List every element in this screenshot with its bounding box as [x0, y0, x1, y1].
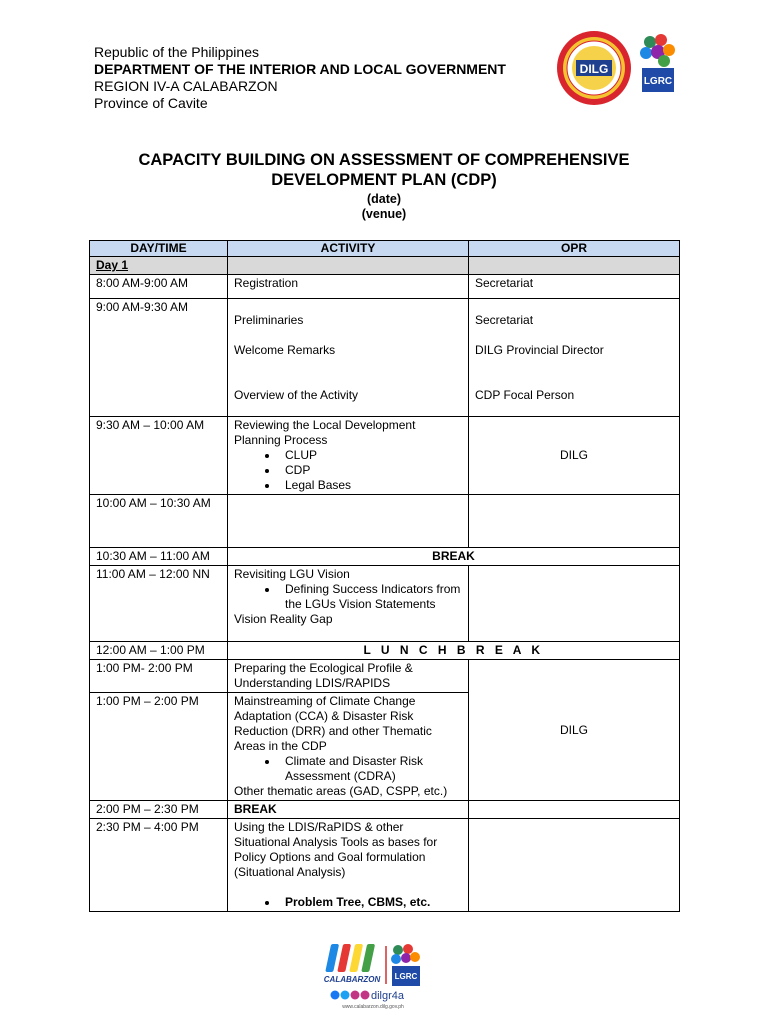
time-cell: 10:00 AM – 10:30 AM: [90, 495, 228, 548]
activity-item: Welcome Remarks: [234, 343, 336, 357]
header-day-time: DAY/TIME: [90, 241, 228, 257]
table-row: [90, 801, 680, 819]
lgrc-text: LGRC: [643, 76, 673, 87]
lgrc-logo: [636, 32, 678, 94]
time-cell: 11:00 AM – 12:00 NN: [90, 566, 228, 642]
activity-item: Preliminaries: [234, 313, 304, 327]
activity-cell: [228, 693, 469, 801]
footer-url: www.calabarzon.dilg.gov.ph: [342, 1004, 404, 1010]
list-item: • Legal Bases: [279, 478, 462, 493]
day-label: Day 1: [90, 257, 228, 275]
dilg-seal-logo: [556, 30, 632, 106]
bullet-list: [234, 754, 462, 784]
activity-cell: Registration: [228, 275, 469, 299]
activity-text: Reviewing the Local Development Planning Process: [234, 418, 416, 447]
opr-cell: [469, 299, 680, 417]
opr-cell: Secretariat: [469, 275, 680, 299]
activity-cell: [228, 299, 469, 417]
table-row: [90, 548, 680, 566]
list-item: • Climate and Disaster Risk Assessment (CDRA): [279, 754, 462, 784]
title-line-1: CAPACITY BUILDING ON ASSESSMENT OF COMPREHENSIVE: [138, 151, 630, 169]
table-row: [90, 495, 680, 548]
list-item: • CLUP: [279, 448, 462, 463]
list-item: • Defining Success Indicators from the LGUs Vision Statements: [279, 582, 462, 612]
letterhead-republic: Republic of the Philippines: [94, 44, 259, 60]
opr-item: Secretariat: [475, 313, 534, 327]
date-placeholder: (date): [366, 192, 402, 206]
time-cell: 1:00 PM- 2:00 PM: [90, 660, 228, 693]
bullet-list: [234, 582, 462, 612]
time-cell: 8:00 AM-9:00 AM: [90, 275, 228, 299]
activity-cell: Preparing the Ecological Profile & Understanding LDIS/RAPIDS: [228, 660, 469, 693]
list-item: • Problem Tree, CBMS, etc.: [279, 895, 462, 910]
activity-item: Overview of the Activity: [234, 388, 359, 402]
time-cell: 12:00 AM – 1:00 PM: [90, 642, 228, 660]
lunch-break-cell: L U N C H B R E A K: [228, 642, 680, 660]
activity-cell: [228, 566, 469, 642]
activity-cell: [228, 819, 469, 912]
break-cell: BREAK: [228, 548, 680, 566]
seal-text: DILG: [579, 62, 609, 76]
break-cell: BREAK: [228, 801, 469, 819]
letterhead-region: REGION IV-A CALABARZON: [94, 78, 278, 94]
table-row: [90, 275, 680, 299]
day-row: [90, 257, 680, 275]
activity-text: Using the LDIS/RaPIDS & other Situational Analysis Tools as bases for Policy Options and Goal formulation (Situational Analysis): [234, 820, 438, 879]
schedule-table: [89, 240, 680, 912]
opr-cell: DILG: [469, 660, 680, 801]
activity-text: Revisiting LGU Vision: [234, 567, 350, 581]
time-cell: 10:30 AM – 11:00 AM: [90, 548, 228, 566]
social-handle: dilgr4a: [371, 990, 405, 1002]
table-row: [90, 660, 680, 693]
calabarzon-text: CALABARZON: [323, 975, 381, 984]
letterhead-department: DEPARTMENT OF THE INTERIOR AND LOCAL GOVERNMENT: [94, 61, 506, 77]
time-cell: 9:00 AM-9:30 AM: [90, 299, 228, 417]
venue-placeholder: (venue): [361, 207, 407, 221]
time-cell: 9:30 AM – 10:00 AM: [90, 417, 228, 495]
table-row: [90, 417, 680, 495]
opr-item: DILG Provincial Director: [475, 343, 604, 357]
time-cell: 2:30 PM – 4:00 PM: [90, 819, 228, 912]
letterhead: [94, 44, 506, 112]
table-header-row: [90, 241, 680, 257]
header-opr: OPR: [469, 241, 680, 257]
time-cell: 2:00 PM – 2:30 PM: [90, 801, 228, 819]
opr-cell: DILG: [469, 417, 680, 495]
letterhead-province: Province of Cavite: [94, 95, 208, 111]
activity-text: Vision Reality Gap: [234, 612, 333, 626]
bullet-list: [234, 448, 462, 493]
opr-item: CDP Focal Person: [475, 388, 575, 402]
calabarzon-footer-logo: [318, 940, 428, 1010]
activity-text: Other thematic areas (GAD, CSPP, etc.): [234, 784, 448, 798]
footer-lgrc-text: LGRC: [394, 972, 418, 981]
table-row: [90, 642, 680, 660]
table-row: [90, 566, 680, 642]
document-title: [90, 150, 678, 190]
activity-text: Mainstreaming of Climate Change Adaptation (CCA) & Disaster Risk Reduction (DRR) and other Thematic Areas in the CDP: [234, 694, 432, 753]
table-row: [90, 299, 680, 417]
time-cell: 1:00 PM – 2:00 PM: [90, 693, 228, 801]
activity-cell: [228, 417, 469, 495]
list-item: • CDP: [279, 463, 462, 478]
title-line-2: DEVELOPMENT PLAN (CDP): [271, 171, 497, 189]
bullet-list: [234, 895, 462, 910]
table-row: [90, 819, 680, 912]
header-activity: ACTIVITY: [228, 241, 469, 257]
